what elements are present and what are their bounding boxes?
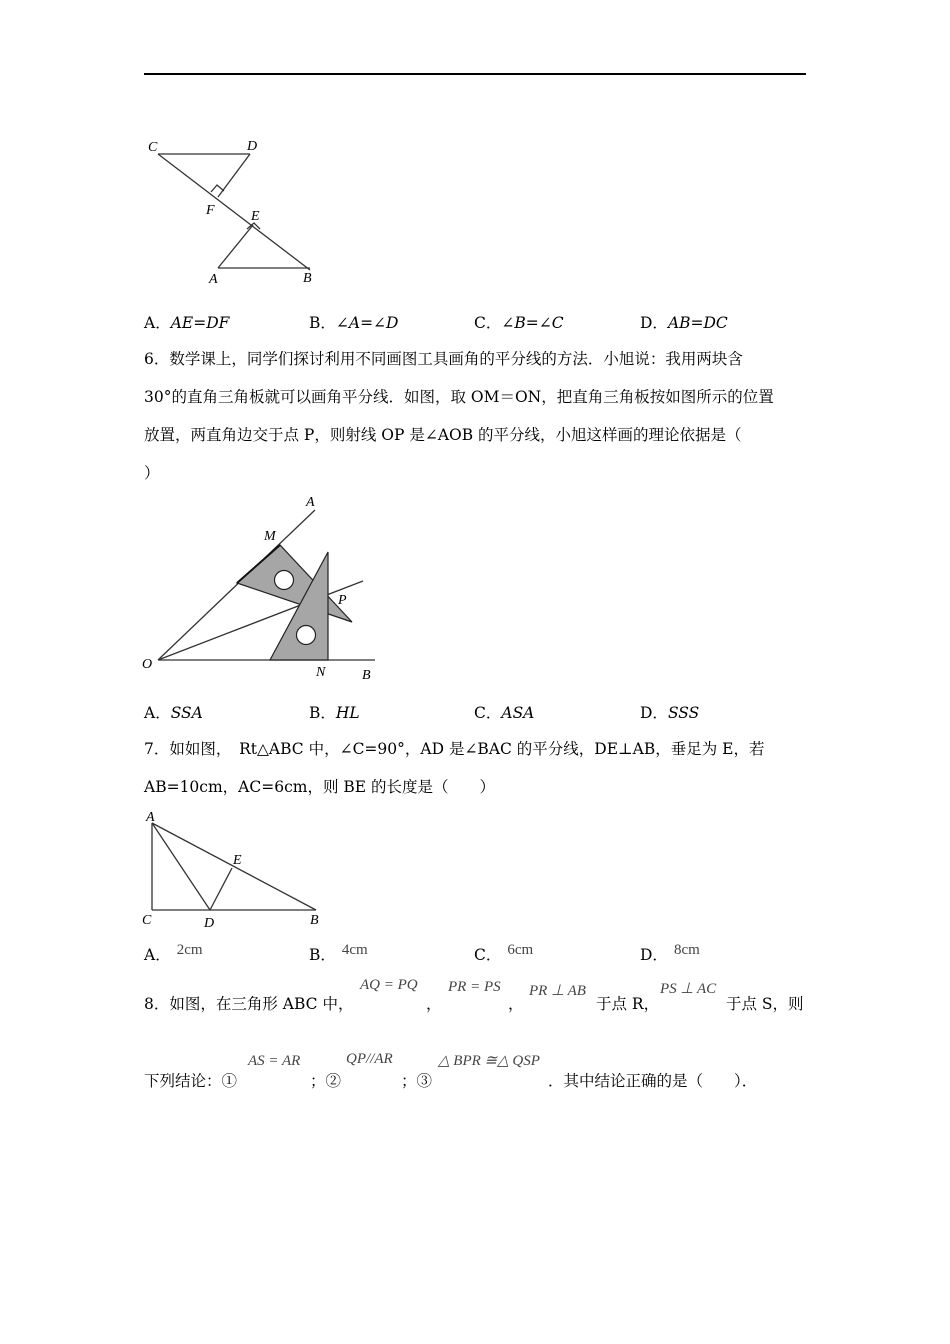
q8-mid-1: 于点 R，	[596, 995, 660, 1013]
q6-label-M: M	[264, 529, 276, 544]
q8-formula-pr-perp-ab: PR ⊥ AB	[529, 983, 586, 999]
q7-label-C: C	[142, 913, 152, 928]
option-text: 4cm	[341, 942, 368, 958]
q6-option-a	[144, 701, 203, 723]
option-text: ASA	[501, 704, 535, 722]
q8-mid-2: 于点 S，则	[726, 995, 804, 1013]
option-text: 2cm	[176, 942, 203, 958]
q7-label-D: D	[204, 916, 215, 931]
option-text: 8cm	[673, 942, 700, 958]
q7-figure	[140, 805, 330, 930]
q5-label-A: A	[209, 272, 218, 287]
option-text: AB=DC	[667, 314, 728, 332]
q6-line-4: ）	[144, 464, 160, 482]
option-text: 6cm	[507, 942, 534, 958]
q7-line-2: AB=10cm，AC=6cm，则 BE 的长度是（ ）	[144, 778, 496, 796]
option-text: SSA	[170, 704, 203, 722]
q5-option-a	[144, 311, 229, 333]
q6-label-N: N	[316, 665, 326, 680]
q5-option-c	[474, 311, 564, 333]
option-letter: A．	[144, 946, 171, 964]
q5-figure	[140, 130, 330, 295]
q5-label-E: E	[251, 209, 260, 224]
q7-option-c	[474, 942, 534, 965]
q6-figure	[140, 490, 390, 690]
q8-comma-1: ，	[426, 995, 442, 1013]
q8-formula-ps-perp-ac: PS ⊥ AC	[660, 981, 717, 997]
q7-line-1: 7．如如图， Rt△ABC 中，∠C=90°，AD 是∠BAC 的平分线，DE⊥AB，垂足为 E，若	[144, 740, 765, 758]
q6-option-d	[640, 701, 699, 723]
q8-formula-as-ar: AS = AR	[248, 1053, 301, 1069]
option-letter: B．	[309, 314, 336, 332]
option-letter: C．	[474, 314, 502, 332]
q6-label-B: B	[362, 668, 371, 683]
q7-option-b	[309, 942, 368, 965]
option-text: HL	[335, 704, 360, 722]
q6-option-b	[309, 701, 360, 723]
q5-option-b	[309, 311, 398, 333]
option-letter: C．	[474, 946, 502, 964]
header-rule	[144, 73, 806, 75]
option-letter: B．	[309, 704, 336, 722]
q6-line-3: 放置，两直角边交于点 P，则射线 OP 是∠AOB 的平分线，小旭这样画的理论依据是（	[144, 426, 742, 444]
q8-formula-congruent: △ BPR ≅△ QSP	[438, 1053, 540, 1069]
q7-label-E: E	[233, 853, 242, 868]
option-letter: D．	[640, 704, 668, 722]
q7-option-a	[144, 942, 203, 965]
q8-comma-2: ，	[508, 995, 524, 1013]
q5-label-B: B	[303, 271, 312, 286]
option-letter: A．	[144, 314, 171, 332]
q8-prefix: 8．如图，在三角形 ABC 中，	[144, 995, 354, 1013]
q5-label-D: D	[247, 139, 258, 154]
q6-label-A: A	[306, 495, 315, 510]
q5-label-C: C	[148, 140, 158, 155]
q8-line2-prefix: 下列结论：①	[144, 1072, 238, 1090]
option-letter: D．	[640, 314, 668, 332]
q8-suffix: ．其中结论正确的是（ ）．	[548, 1072, 758, 1090]
q6-line-1: 6．数学课上，同学们探讨利用不同画图工具画角的平分线的方法．小旭说：我用两块含	[144, 350, 743, 368]
option-text: SSS	[667, 704, 700, 722]
option-text: ∠A=∠D	[335, 314, 399, 332]
q8-formula-qp-parallel-ar: QP//AR	[346, 1051, 393, 1067]
q8-formula-aq-pq: AQ = PQ	[360, 977, 418, 993]
option-text: ∠B=∠C	[501, 314, 564, 332]
option-text: AE=DF	[170, 314, 230, 332]
option-letter: A．	[144, 704, 171, 722]
option-letter: C．	[474, 704, 502, 722]
q5-label-F: F	[206, 203, 215, 218]
q8-sep-1: ；②	[310, 1072, 342, 1090]
q7-label-A: A	[146, 810, 155, 825]
q7-label-B: B	[310, 913, 319, 928]
q6-label-O: O	[142, 657, 153, 672]
q8-formula-pr-ps: PR = PS	[448, 979, 501, 995]
q6-option-c	[474, 701, 534, 723]
q6-line-2: 30°的直角三角板就可以画角平分线．如图，取 OM＝ON，把直角三角板按如图所示的位置	[144, 388, 774, 406]
q8-sep-2: ；③	[401, 1072, 433, 1090]
q5-option-d	[640, 311, 728, 333]
option-letter: B．	[309, 946, 336, 964]
q7-option-d	[640, 942, 700, 965]
q6-label-P: P	[338, 593, 347, 608]
option-letter: D．	[640, 946, 668, 964]
